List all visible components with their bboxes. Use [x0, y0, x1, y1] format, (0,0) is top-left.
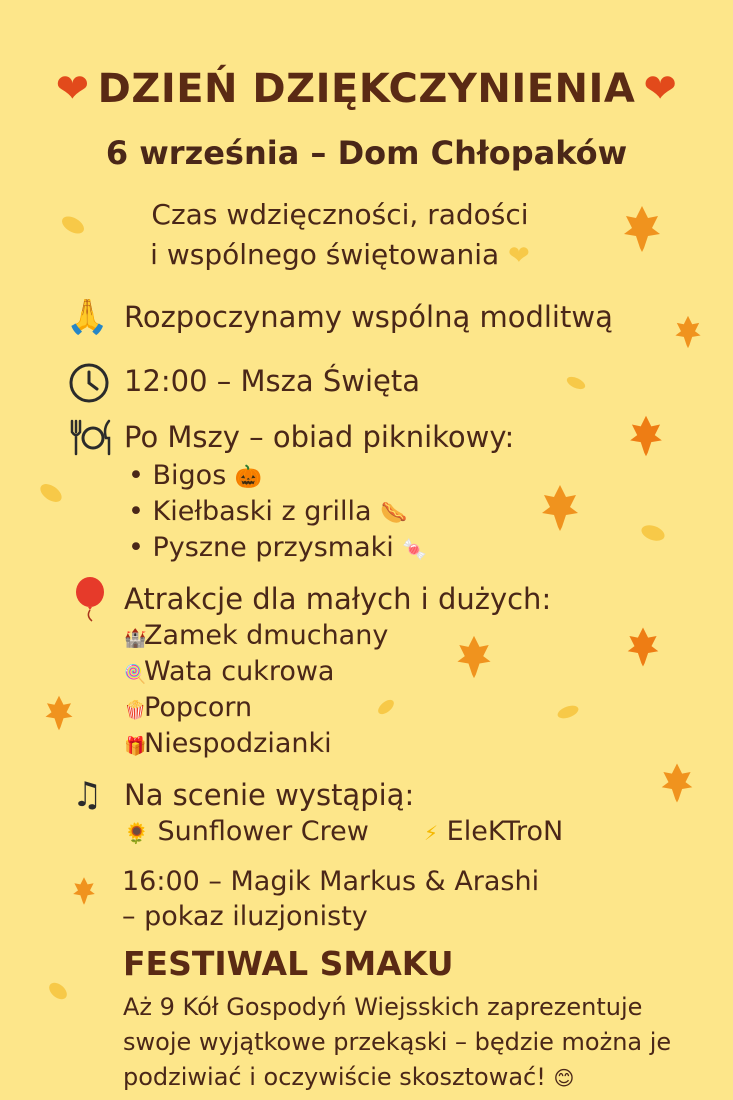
petal-decoration — [46, 980, 70, 1002]
praying-hands-icon: 🙏 — [66, 297, 109, 337]
leaf-decoration — [44, 690, 74, 736]
menu-item-label: • Kiełbaski z grilla — [128, 496, 372, 527]
list-item — [124, 728, 332, 759]
sausage-icon: 🌭 — [380, 501, 408, 526]
menu-item-label: • Bigos — [128, 460, 227, 491]
page-title — [0, 66, 733, 112]
heart-icon: ❤ — [55, 66, 90, 112]
bounce-castle-icon: 🏰 — [124, 628, 147, 649]
tagline-line-1: Czas wdzięczności, radości — [151, 198, 529, 231]
plate-cutlery-icon — [68, 418, 114, 456]
festival-description — [123, 990, 683, 1096]
list-item — [124, 692, 252, 723]
attraction-label: Zamek dmuchany — [144, 620, 389, 651]
music-note-icon: ♫ — [72, 775, 103, 815]
balloon-icon — [72, 576, 108, 622]
petal-decoration — [375, 696, 397, 718]
sunflower-icon: 🌻 — [124, 821, 149, 845]
leaf-decoration — [660, 760, 694, 806]
smiling-face-icon: 😊 — [553, 1066, 575, 1090]
leaf-decoration — [72, 872, 96, 910]
lightning-icon: ⚡ — [424, 821, 439, 845]
prayer-line: Rozpoczynamy wspólną modlitwą — [124, 300, 613, 334]
performer-label: EleKTroN — [446, 816, 564, 847]
list-item — [128, 532, 427, 563]
performer-label: Sunflower Crew — [157, 816, 369, 847]
petal-decoration — [38, 482, 64, 504]
festival-text: Aż 9 Kół Gospodyń Wiejsskich zaprezentuje swoje wyjątkowe przekąski – będzie można je podziwiać i oczywiście skosztować! — [123, 993, 672, 1091]
candy-icon: 🍬 — [402, 537, 428, 561]
list-item — [128, 460, 262, 491]
mass-line: 12:00 – Msza Święta — [124, 364, 421, 398]
tagline-line-2 — [120, 235, 560, 276]
attraction-label: Wata cukrowa — [144, 656, 335, 687]
lollipop-icon: 🍭 — [124, 664, 147, 685]
magic-show-line-2: – pokaz iluzjonisty — [122, 901, 368, 932]
leaf-decoration — [540, 480, 580, 536]
petal-decoration — [555, 702, 581, 722]
petal-decoration — [60, 214, 86, 236]
title-text: DZIEŃ DZIĘKCZYNIENIA — [97, 66, 636, 112]
leaf-decoration — [626, 625, 660, 669]
attraction-label: Popcorn — [144, 692, 253, 723]
picnic-title: Po Mszy – obiad piknikowy: — [124, 420, 515, 454]
list-item — [128, 496, 408, 527]
clock-icon — [68, 362, 110, 404]
magic-show-line-1: 16:00 – Magik Markus & Arashi — [122, 866, 540, 897]
attraction-label: Niespodzianki — [144, 728, 332, 759]
event-date-location: 6 września – Dom Chłopaków — [105, 134, 628, 172]
petal-decoration — [564, 374, 588, 392]
pumpkin-icon: 🎃 — [234, 465, 263, 490]
list-item — [124, 656, 334, 687]
heart-icon: ❤ — [643, 66, 678, 112]
petal-decoration — [640, 522, 666, 544]
list-item — [124, 620, 388, 651]
popcorn-icon: 🍿 — [124, 700, 147, 721]
festival-title: FESTIWAL SMAKU — [123, 944, 454, 983]
leaf-decoration — [674, 312, 702, 352]
attractions-title: Atrakcje dla małych i dużych: — [124, 582, 552, 616]
menu-item-label: • Pyszne przysmaki — [128, 532, 394, 563]
performer-item — [124, 816, 369, 847]
gift-icon: 🎁 — [124, 736, 147, 757]
yellow-heart-icon: ❤ — [508, 241, 530, 271]
leaf-decoration — [626, 414, 666, 458]
performer-item — [424, 816, 563, 847]
leaf-decoration — [455, 634, 493, 680]
tagline-line-2-text: i wspólnego świętowania — [150, 238, 500, 271]
tagline — [120, 195, 560, 276]
stage-title: Na scenie wystąpią: — [124, 778, 415, 812]
leaf-decoration — [622, 204, 662, 254]
